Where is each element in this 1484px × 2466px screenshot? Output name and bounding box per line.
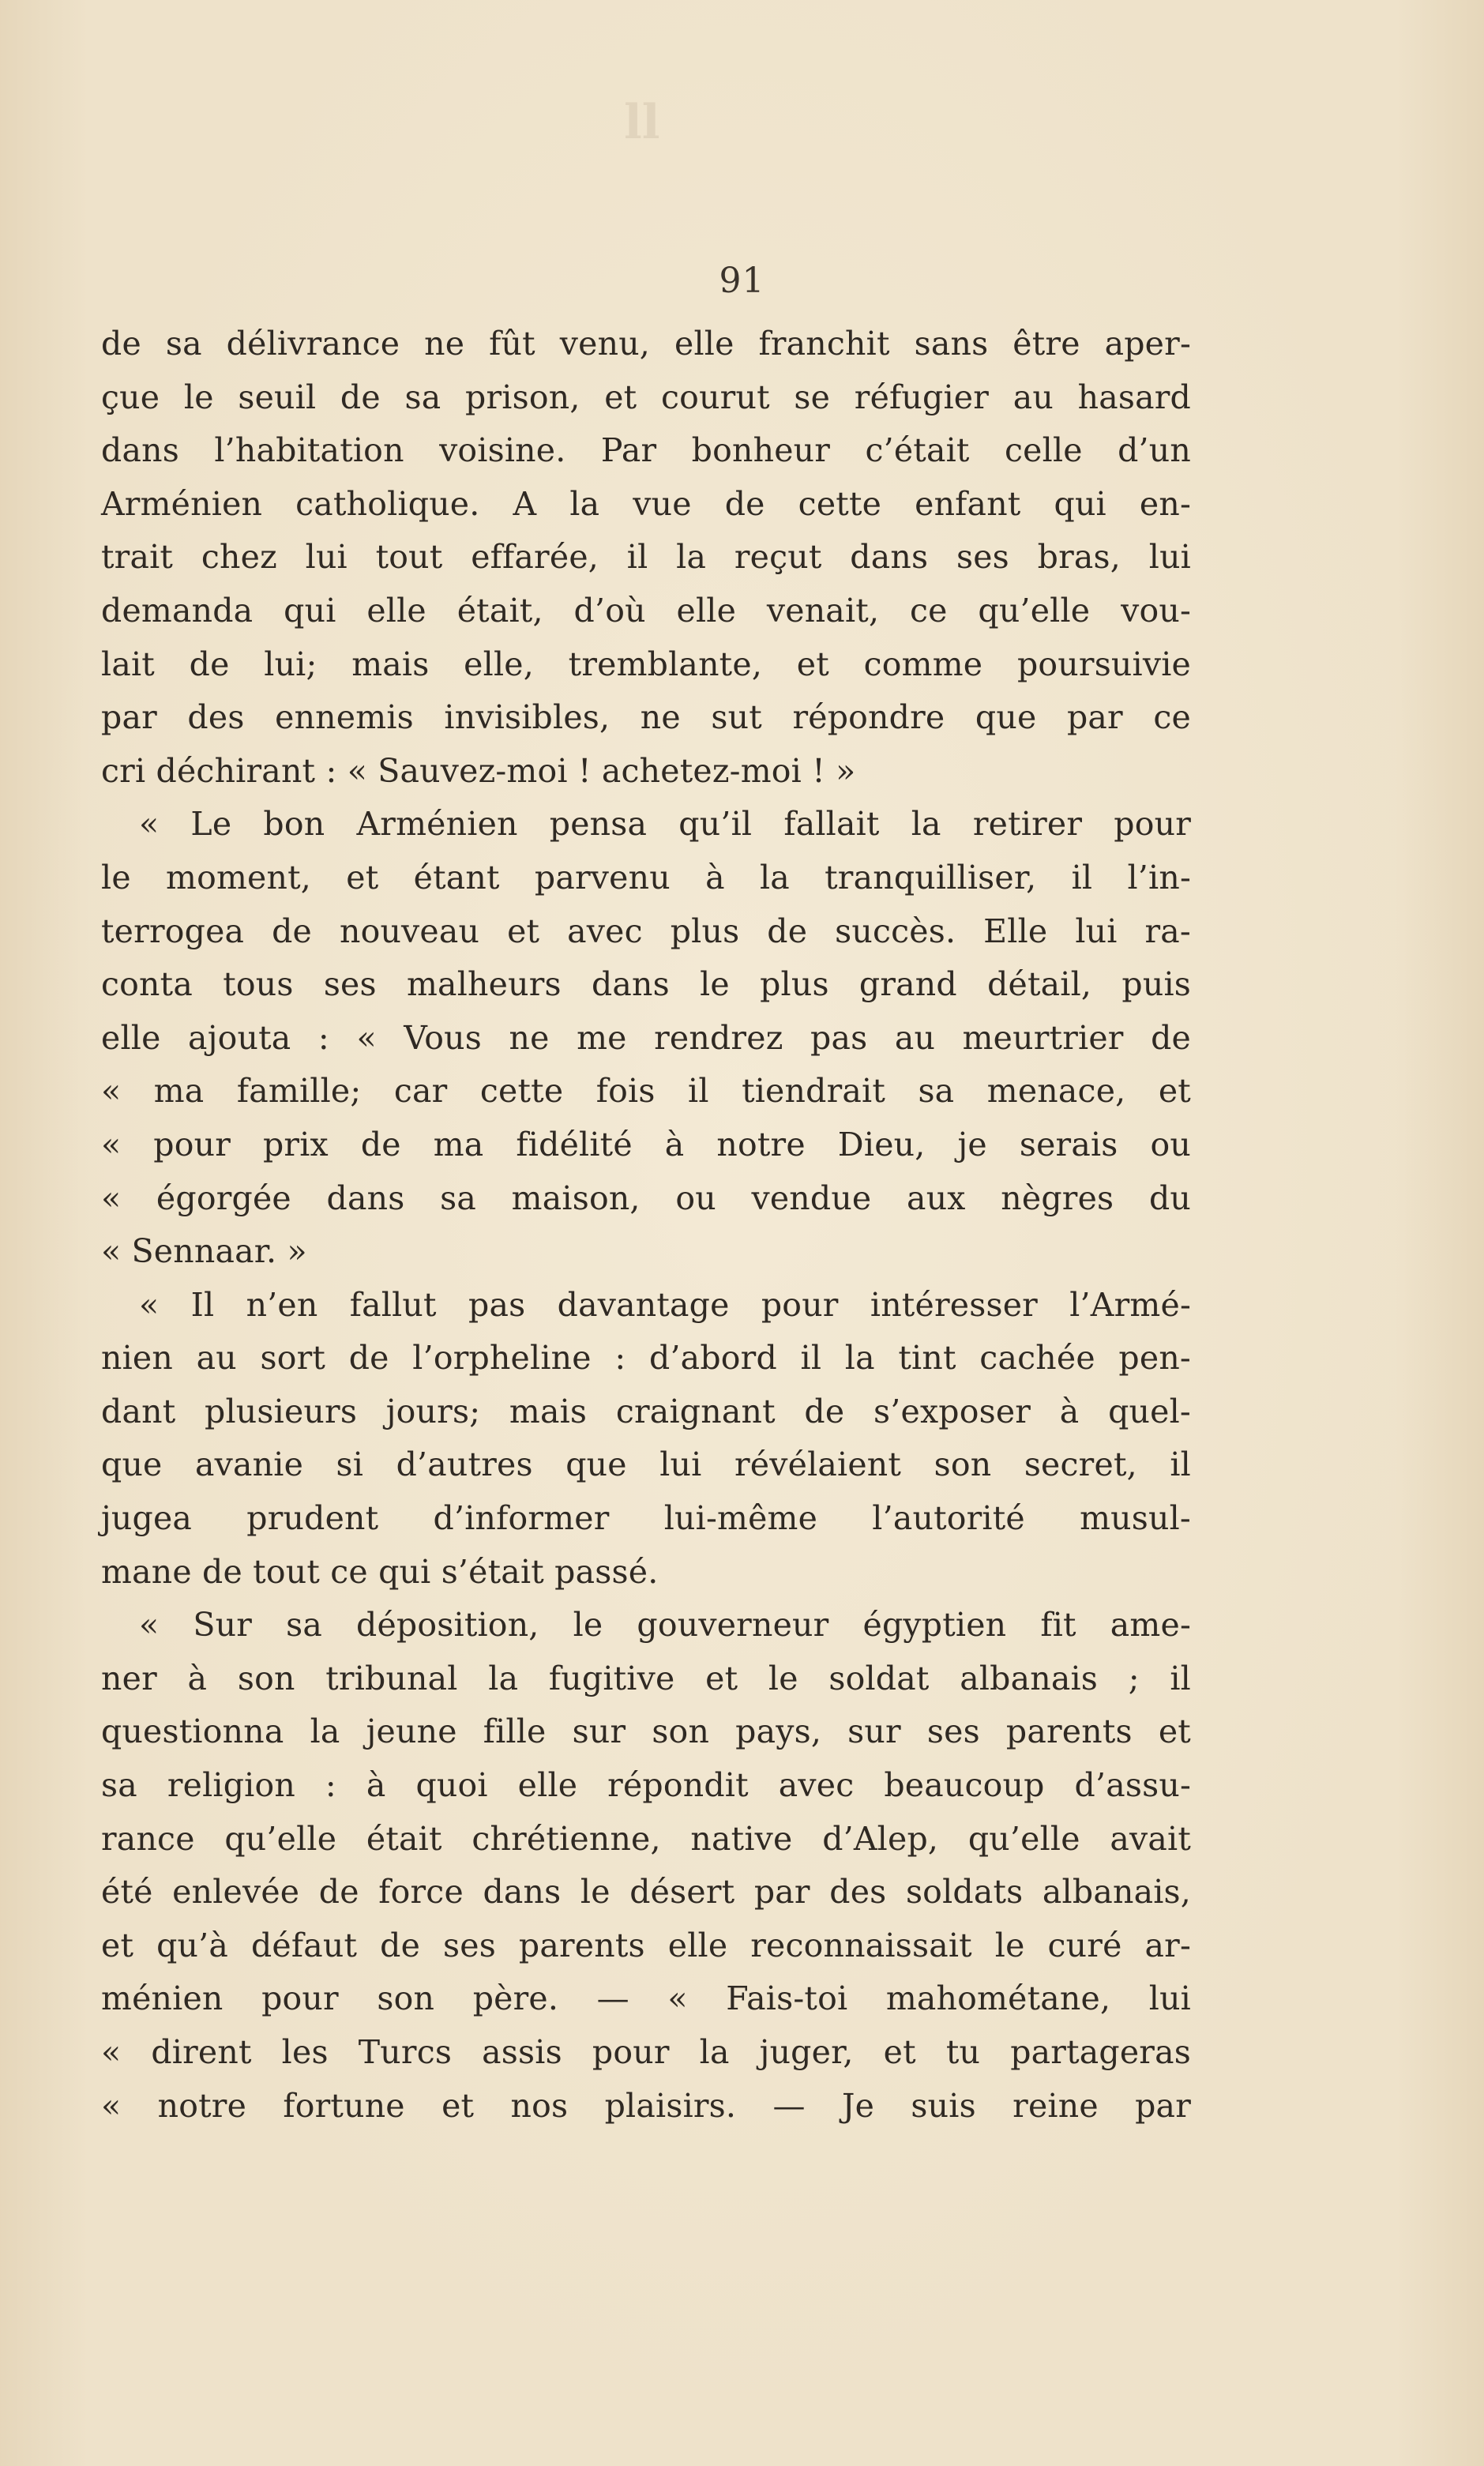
text-line: « dirent les Turcs assis pour la juger, et tu partageras bbox=[101, 2033, 1191, 2071]
text-line: « Le bon Arménien pensa qu’il fallait la retirer pour bbox=[139, 805, 1191, 844]
text-line: été enlevée de force dans le désert par des soldats albanais, bbox=[101, 1873, 1191, 1912]
text-line: « égorgée dans sa maison, ou vendue aux nègres du bbox=[101, 1178, 1191, 1217]
text-line: « Sur sa déposition, le gouverneur égyptien fit ame- bbox=[139, 1606, 1191, 1645]
text-line: le moment, et étant parvenu à la tranquilliser, il l’in- bbox=[101, 858, 1191, 897]
text-line: rance qu’elle était chrétienne, native d’Alep, qu’elle avait bbox=[101, 1819, 1191, 1858]
text-line: lait de lui; mais elle, tremblante, et comme poursuivie bbox=[101, 645, 1191, 683]
text-line: « Sennaar. » bbox=[101, 1232, 307, 1271]
text-line: jugea prudent d’informer lui-même l’autorité musul- bbox=[101, 1499, 1191, 1538]
text-line: elle ajouta : « Vous ne me rendrez pas au meurtrier de bbox=[101, 1018, 1191, 1057]
text-line: « pour prix de ma fidélité à notre Dieu, je serais ou bbox=[101, 1125, 1191, 1163]
body-text bbox=[101, 318, 1191, 2133]
text-line: Arménien catholique. A la vue de cette enfant qui en- bbox=[101, 484, 1191, 523]
text-line: sa religion : à quoi elle répondit avec beaucoup d’assu- bbox=[101, 1766, 1191, 1805]
text-line: çue le seuil de sa prison, et courut se réfugier au hasard bbox=[101, 378, 1191, 416]
text-line: cri déchirant : « Sauvez-moi ! achetez-moi ! » bbox=[101, 751, 856, 790]
text-line: et qu’à défaut de ses parents elle reconnaissait le curé ar- bbox=[101, 1926, 1191, 1964]
text-line: mane de tout ce qui s’était passé. bbox=[101, 1552, 659, 1591]
text-line: demanda qui elle était, d’où elle venait, ce qu’elle vou- bbox=[101, 591, 1191, 630]
text-line: par des ennemis invisibles, ne sut répondre que par ce bbox=[101, 698, 1191, 737]
text-line: dant plusieurs jours; mais craignant de s’exposer à quel- bbox=[101, 1392, 1191, 1430]
text-line: terrogea de nouveau et avec plus de succès. Elle lui ra- bbox=[101, 912, 1191, 950]
text-line: que avanie si d’autres que lui révélaient son secret, il bbox=[101, 1445, 1191, 1484]
text-line: trait chez lui tout effarée, il la reçut dans ses bras, lui bbox=[101, 538, 1191, 577]
page-number: 91 bbox=[719, 261, 765, 301]
text-line: de sa délivrance ne fût venu, elle franchit sans être aper- bbox=[101, 325, 1191, 363]
text-line: questionna la jeune fille sur son pays, sur ses parents et bbox=[101, 1712, 1191, 1751]
text-line: conta tous ses malheurs dans le plus grand détail, puis bbox=[101, 965, 1191, 1004]
text-line: ner à son tribunal la fugitive et le soldat albanais ; il bbox=[101, 1659, 1191, 1697]
bleed-through-mark: ll bbox=[624, 95, 660, 150]
text-line: « ma famille; car cette fois il tiendrait sa menace, et bbox=[101, 1072, 1191, 1111]
text-line: « notre fortune et nos plaisirs. — Je suis reine par bbox=[101, 2086, 1191, 2125]
text-line: « Il n’en fallut pas davantage pour intéresser l’Armé- bbox=[139, 1285, 1191, 1324]
text-line: dans l’habitation voisine. Par bonheur c’était celle d’un bbox=[101, 431, 1191, 470]
text-line: ménien pour son père. — « Fais-toi mahométane, lui bbox=[101, 1979, 1191, 2018]
text-line: nien au sort de l’orpheline : d’abord il la tint cachée pen- bbox=[101, 1339, 1191, 1378]
